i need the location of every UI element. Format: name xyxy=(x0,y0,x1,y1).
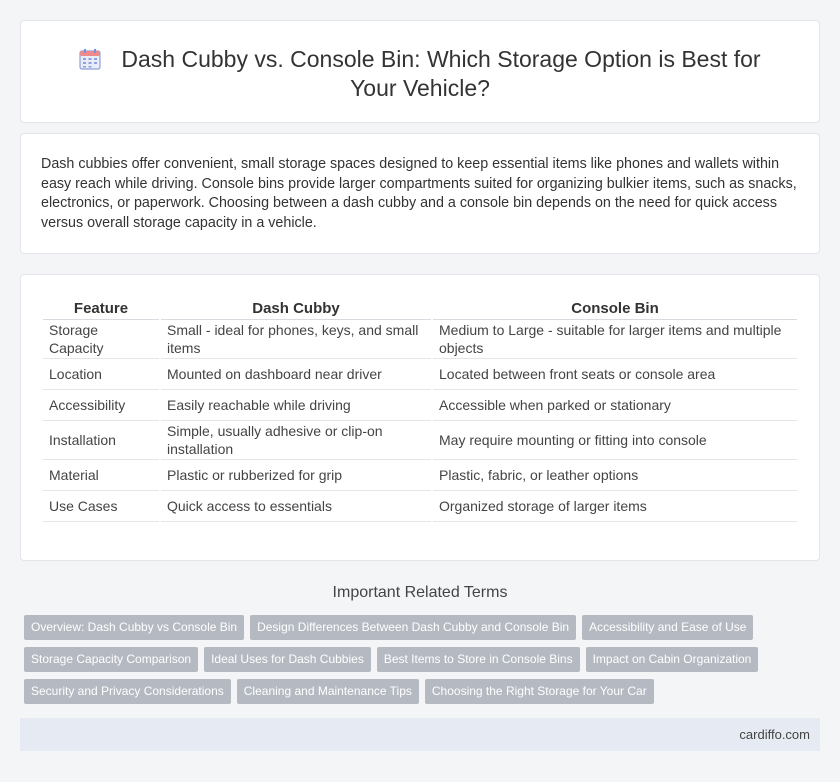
title-card xyxy=(20,20,820,123)
table-cell-dash-cubby: Mounted on dashboard near driver xyxy=(161,359,431,390)
page-title-block xyxy=(61,45,779,103)
table-cell-feature: Material xyxy=(43,460,159,491)
table-cell-console-bin: Located between front seats or console area xyxy=(433,359,797,390)
table-row xyxy=(43,320,797,359)
tag-link[interactable]: Storage Capacity Comparison xyxy=(24,647,198,672)
table-cell-feature: Use Cases xyxy=(43,491,159,522)
tag-link[interactable]: Choosing the Right Storage for Your Car xyxy=(425,679,654,704)
table-cell-dash-cubby: Simple, usually adhesive or clip-on installation xyxy=(161,421,431,460)
table-cell-dash-cubby: Easily reachable while driving xyxy=(161,390,431,421)
header-feature: Feature xyxy=(43,297,159,320)
related-terms-title: Important Related Terms xyxy=(332,584,508,601)
tag-link[interactable]: Security and Privacy Considerations xyxy=(24,679,231,704)
tag-row xyxy=(24,615,824,647)
tag-row xyxy=(24,679,824,711)
tag-link[interactable]: Impact on Cabin Organization xyxy=(586,647,759,672)
footer xyxy=(20,718,820,751)
table-cell-console-bin: Organized storage of larger items xyxy=(433,491,797,522)
calendar-icon xyxy=(79,48,101,70)
summary-card xyxy=(20,133,820,254)
footer-site-link[interactable]: cardiffo.com xyxy=(739,727,810,742)
table-row xyxy=(43,359,797,390)
table-row xyxy=(43,390,797,421)
comparison-card xyxy=(20,274,820,561)
comparison-table xyxy=(41,297,799,522)
table-cell-console-bin: Medium to Large - suitable for larger items and multiple objects xyxy=(433,320,797,359)
table-cell-feature: Accessibility xyxy=(43,390,159,421)
related-terms-tags xyxy=(24,615,824,711)
tag-row xyxy=(24,647,824,679)
table-row xyxy=(43,491,797,522)
tag-link[interactable]: Best Items to Store in Console Bins xyxy=(377,647,580,672)
header-dash-cubby: Dash Cubby xyxy=(161,297,431,320)
table-cell-feature: Installation xyxy=(43,421,159,460)
table-cell-console-bin: May require mounting or fitting into console xyxy=(433,421,797,460)
table-header-row xyxy=(43,297,797,320)
summary-text: Dash cubbies offer convenient, small storage spaces designed to keep essential items like phones and wallets within easy reach while driving. Console bins provide larger compartments suited for organizing bulkier items, such as snacks, electronics, or paperwork. Choosing between a dash cubby and a console bin depends on the need for quick access versus overall storage capacity in a vehicle. xyxy=(41,156,797,231)
table-row xyxy=(43,421,797,460)
table-cell-dash-cubby: Quick access to essentials xyxy=(161,491,431,522)
tag-link[interactable]: Accessibility and Ease of Use xyxy=(582,615,753,640)
page-title: Dash Cubby vs. Console Bin: Which Storage Option is Best for Your Vehicle? xyxy=(121,46,761,101)
table-cell-feature: Storage Capacity xyxy=(43,320,159,359)
table-cell-console-bin: Accessible when parked or stationary xyxy=(433,390,797,421)
header-console-bin: Console Bin xyxy=(433,297,797,320)
table-row xyxy=(43,460,797,491)
table-cell-feature: Location xyxy=(43,359,159,390)
table-cell-console-bin: Plastic, fabric, or leather options xyxy=(433,460,797,491)
table-cell-dash-cubby: Small - ideal for phones, keys, and small items xyxy=(161,320,431,359)
table-cell-dash-cubby: Plastic or rubberized for grip xyxy=(161,460,431,491)
tag-link[interactable]: Ideal Uses for Dash Cubbies xyxy=(204,647,371,672)
tag-link[interactable]: Overview: Dash Cubby vs Console Bin xyxy=(24,615,244,640)
tag-link[interactable]: Cleaning and Maintenance Tips xyxy=(237,679,419,704)
tag-link[interactable]: Design Differences Between Dash Cubby and Console Bin xyxy=(250,615,576,640)
